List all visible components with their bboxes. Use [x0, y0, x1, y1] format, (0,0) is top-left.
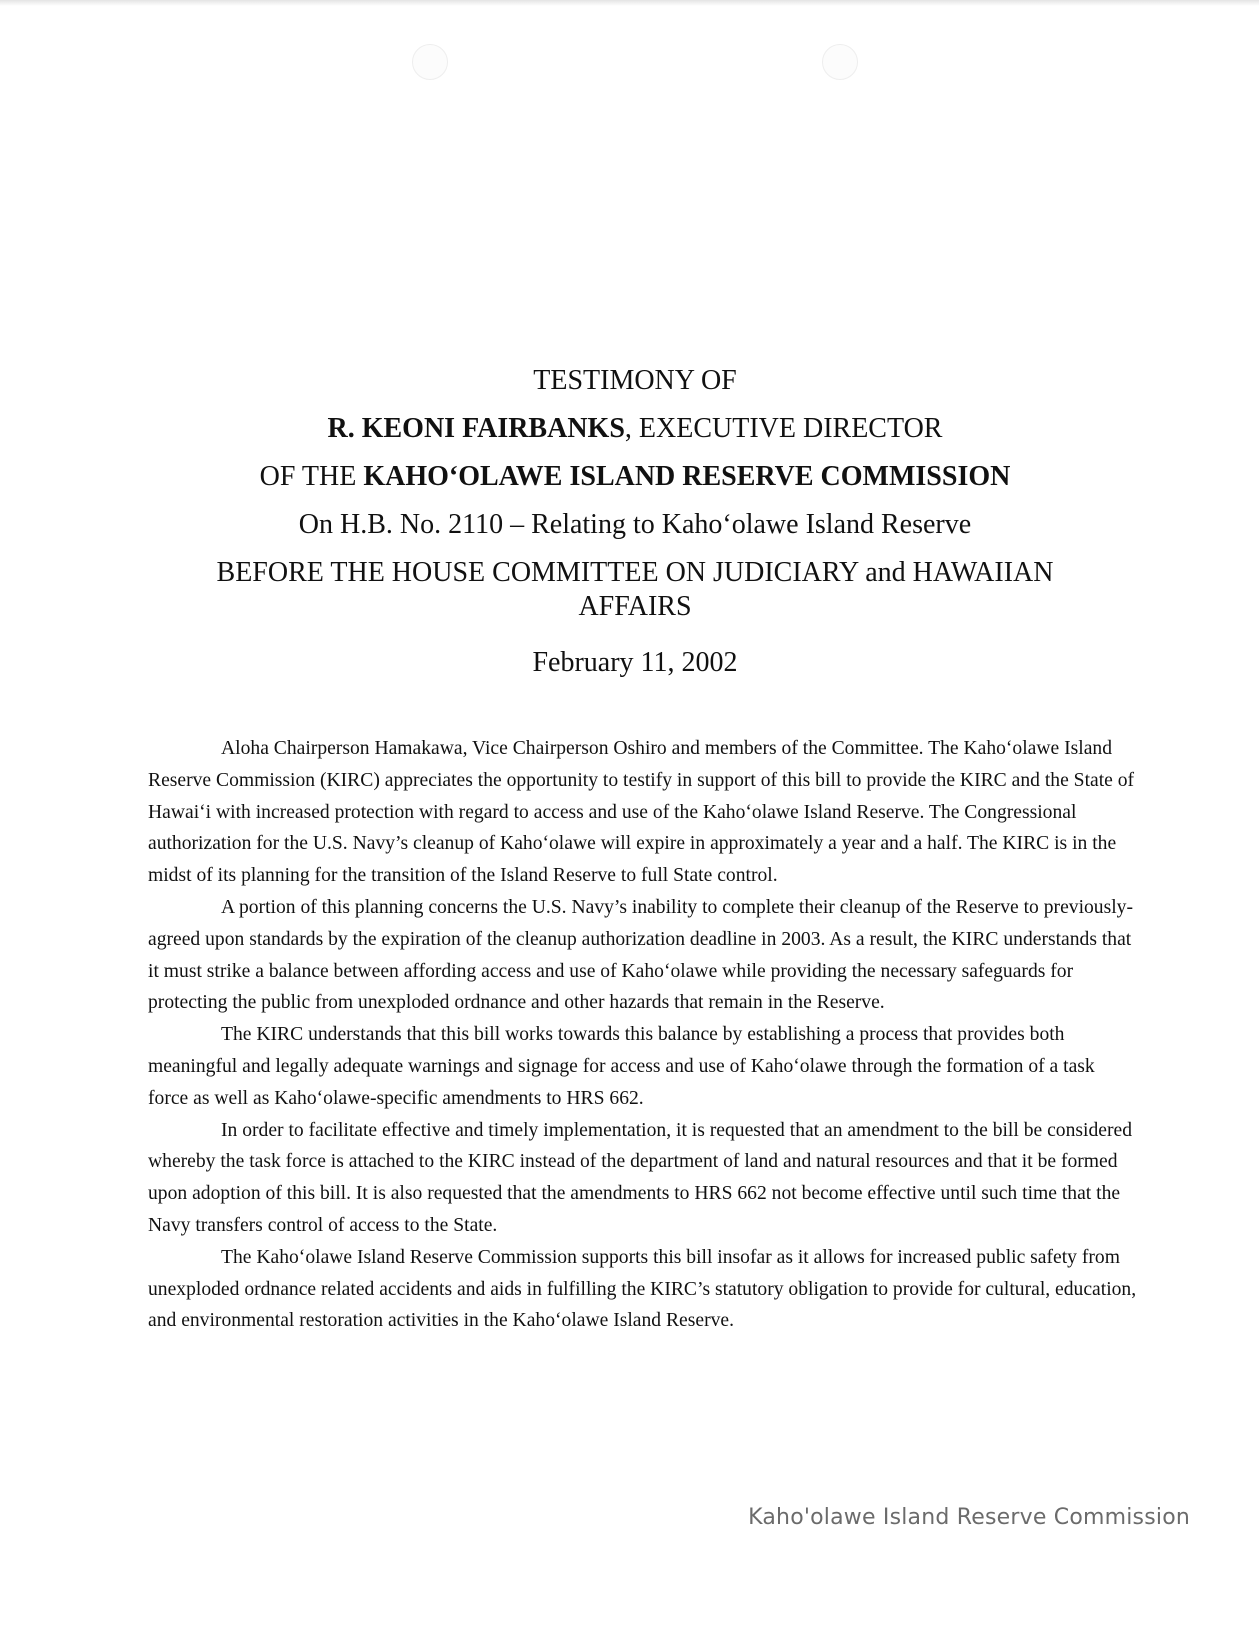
header-organization: [120, 460, 1150, 494]
punch-hole-mark-right: [822, 44, 858, 80]
witness-name: R. KEONI FAIRBANKS: [327, 413, 625, 444]
committee-line-2: AFFAIRS: [578, 591, 692, 622]
witness-role: , EXECUTIVE DIRECTOR: [624, 413, 943, 444]
body-paragraph: The Kaho‘olawe Island Reserve Commission supports this bill insofar as it allows for increased public safety from unexploded ordnance related accidents and aids in fulfilling the KIRC’s statutory obligation to provide for cultural, education, and environmental restoration activities in the Kaho‘olawe Island Reserve.: [148, 1246, 1137, 1332]
header-committee: [120, 556, 1150, 624]
testimony-header: [120, 364, 1150, 680]
header-date: February 11, 2002: [532, 647, 738, 678]
header-title: TESTIMONY OF: [533, 365, 737, 396]
organization-prefix: OF THE: [259, 461, 364, 492]
header-bill: On H.B. No. 2110 – Relating to Kaho‘olawe Island Reserve: [298, 509, 972, 540]
punch-hole-mark-left: [412, 44, 448, 80]
body-paragraph: In order to facilitate effective and timely implementation, it is requested that an amendment to the bill be considered whereby the task force is attached to the KIRC instead of the department of land and natural resources and that it be formed upon adoption of this bill. It is also requested that the amendments to HRS 662 not become effective until such time that the Navy transfers control of access to the State.: [148, 1119, 1132, 1236]
committee-line-1: BEFORE THE HOUSE COMMITTEE ON JUDICIARY and HAWAIIAN: [216, 557, 1054, 588]
scan-top-edge: [0, 0, 1259, 6]
body-paragraph: A portion of this planning concerns the U.S. Navy’s inability to complete their cleanup of the Reserve to previously-agreed upon standards by the expiration of the cleanup authorization deadline in 2003. As a result, the KIRC understands that it must strike a balance between affording access and use of Kaho‘olawe while providing the necessary safeguards for protecting the public from unexploded ordnance and other hazards that remain in the Reserve.: [148, 896, 1133, 1014]
organization-name: KAHO‘OLAWE ISLAND RESERVE COMMISSION: [363, 461, 1011, 492]
footer-watermark: Kaho'olawe Island Reserve Commission: [748, 1505, 1190, 1530]
body-paragraph: Aloha Chairperson Hamakawa, Vice Chairperson Oshiro and members of the Committee. The Kaho‘olawe Island Reserve Commission (KIRC) appreciates the opportunity to testify in support of this bill to provide the KIRC and the State of Hawai‘i with increased protection with regard to access and use of the Kaho‘olawe Island Reserve. The Congressional authorization for the U.S. Navy’s cleanup of Kaho‘olawe will expire in approximately a year and a half. The KIRC is in the midst of its planning for the transition of the Island Reserve to full State control.: [148, 738, 1135, 887]
testimony-body: [148, 733, 1138, 1337]
header-witness: [120, 412, 1150, 446]
body-paragraph: The KIRC understands that this bill works towards this balance by establishing a process that provides both meaningful and legally adequate warnings and signage for access and use of Kaho‘olawe through the formation of a task force as well as Kaho‘olawe-specific amendments to HRS 662.: [148, 1024, 1095, 1109]
